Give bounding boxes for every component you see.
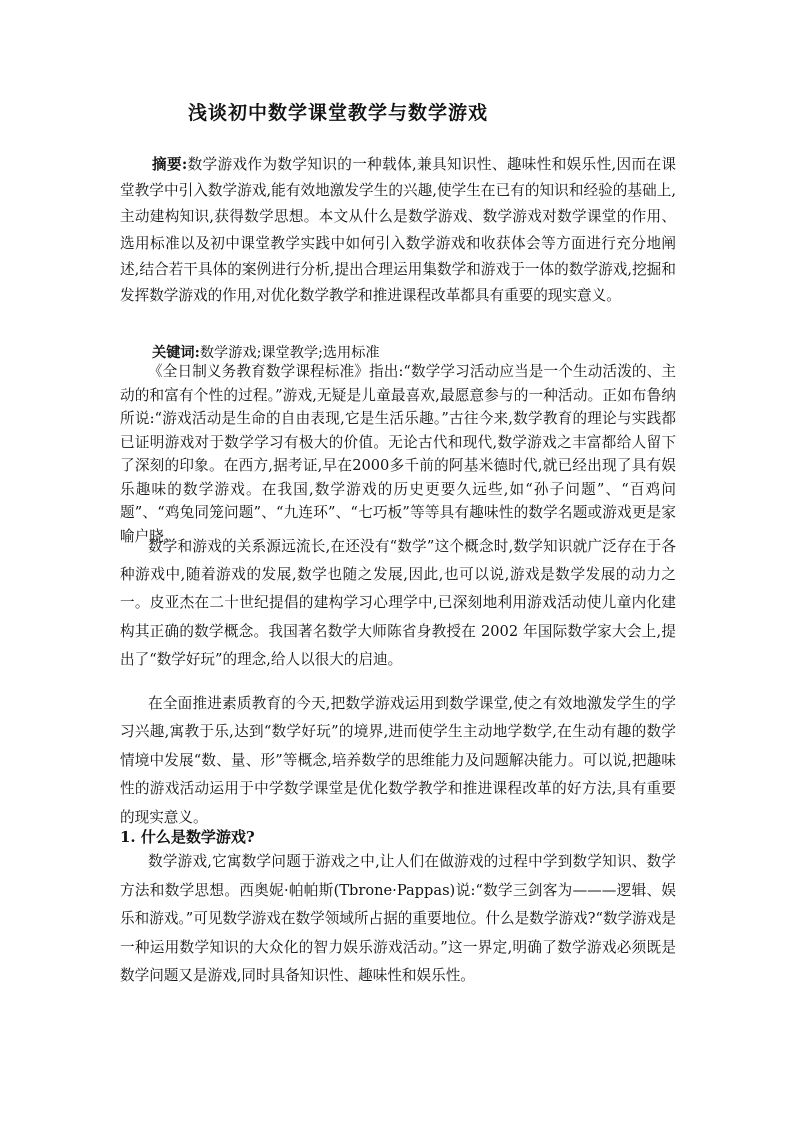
page-title: 浅谈初中数学课堂教学与数学游戏: [188, 102, 489, 124]
keywords-label: 关键词:: [152, 345, 200, 361]
abstract-label: 摘要:: [152, 156, 188, 173]
abstract-paragraph: [120, 152, 676, 309]
section-heading: 1. 什么是数学游戏?: [120, 828, 255, 846]
section-paragraph: 数学游戏,它寓数学问题于游戏之中,让人们在做游戏的过程中学到数学知识、数学方法和数学思想。西奥妮·帕帕斯(Tbrone·Pappas)说:“数学三剑客为———逻辑、娱乐和游戏。”可见数学游戏在数学领域所占据的重要地位。什么是数学游戏?“数学游戏是一种运用数学知识的大众化的智力娱乐游戏活动。”这一界定,明确了数学游戏必须既是数学问题又是游戏,同时具备知识性、趣味性和娱乐性。: [120, 853, 676, 985]
abstract-text: 数学游戏作为数学知识的一种载体,兼具知识性、趣味性和娱乐性,因而在课堂教学中引入数学游戏,能有效地激发学生的兴趣,使学生在已有的知识和经验的基础上,主动建构知识,获得数学思想。本文从什么是数学游戏、数学游戏对数学课堂的作用、选用标准以及初中课堂教学实践中如何引入数学游戏和收获体会等方面进行充分地阐述,结合若干具体的案例进行分析,提出合理运用集数学和游戏于一体的数学游戏,挖掘和发挥数学游戏的作用,对优化数学教学和推进课程改革都具有重要的现实意义。: [120, 156, 677, 305]
body-paragraph: 在全面推进素质教育的今天,把数学游戏运用到数学课堂,使之有效地激发学生的学习兴趣,寓教于乐,达到“数学好玩”的境界,进而使学生主动地学数学,在生动有趣的数学情境中发展“数、量、形”等概念,培养数学的思维能力及问题解决能力。可以说,把趣味性的游戏活动运用于中学数学课堂是优化数学教学和推进课程改革的好方法,具有重要的现实意义。: [120, 695, 676, 826]
body-paragraph: 数学和游戏的关系源远流长,在还没有“数学”这个概念时,数学知识就广泛存在于各种游戏中,随着游戏的发展,数学也随之发展,因此,也可以说,游戏是数学发展的动力之一。皮亚杰在二十世纪提倡的建构学习心理学中,已深刻地利用游戏活动使儿童内化建构其正确的数学概念。我国著名数学大师陈省身教授在 2002 年国际数学家大会上,提出了“数学好玩”的理念,给人以很大的启迪。: [120, 538, 676, 668]
body-paragraph: 《全日制义务教育数学课程标准》指出:“数学学习活动应当是一个生动活泼的、主动的和富有个性的过程。”游戏,无疑是儿童最喜欢,最愿意参与的一种活动。正如布鲁纳所说:“游戏活动是生命的自由表现,它是生活乐趣。”古往今来,数学教育的理论与实践都已证明游戏对于数学学习有极大的价值。无论古代和现代,数学游戏之丰富都给人留下了深刻的印象。在西方,据考证,早在2000多千前的阿基米德时代,就已经出现了具有娱乐趣味的数学游戏。在我国,数学游戏的历史更要久远些,如“孙子问题”、“百鸡问题”、“鸡兔同笼问题”、“九连环”、“七巧板”等等具有趣味性的数学名题或游戏更是家喻户晓。: [120, 363, 676, 545]
keywords-text: 数学游戏;课堂教学;选用标准: [199, 345, 380, 361]
